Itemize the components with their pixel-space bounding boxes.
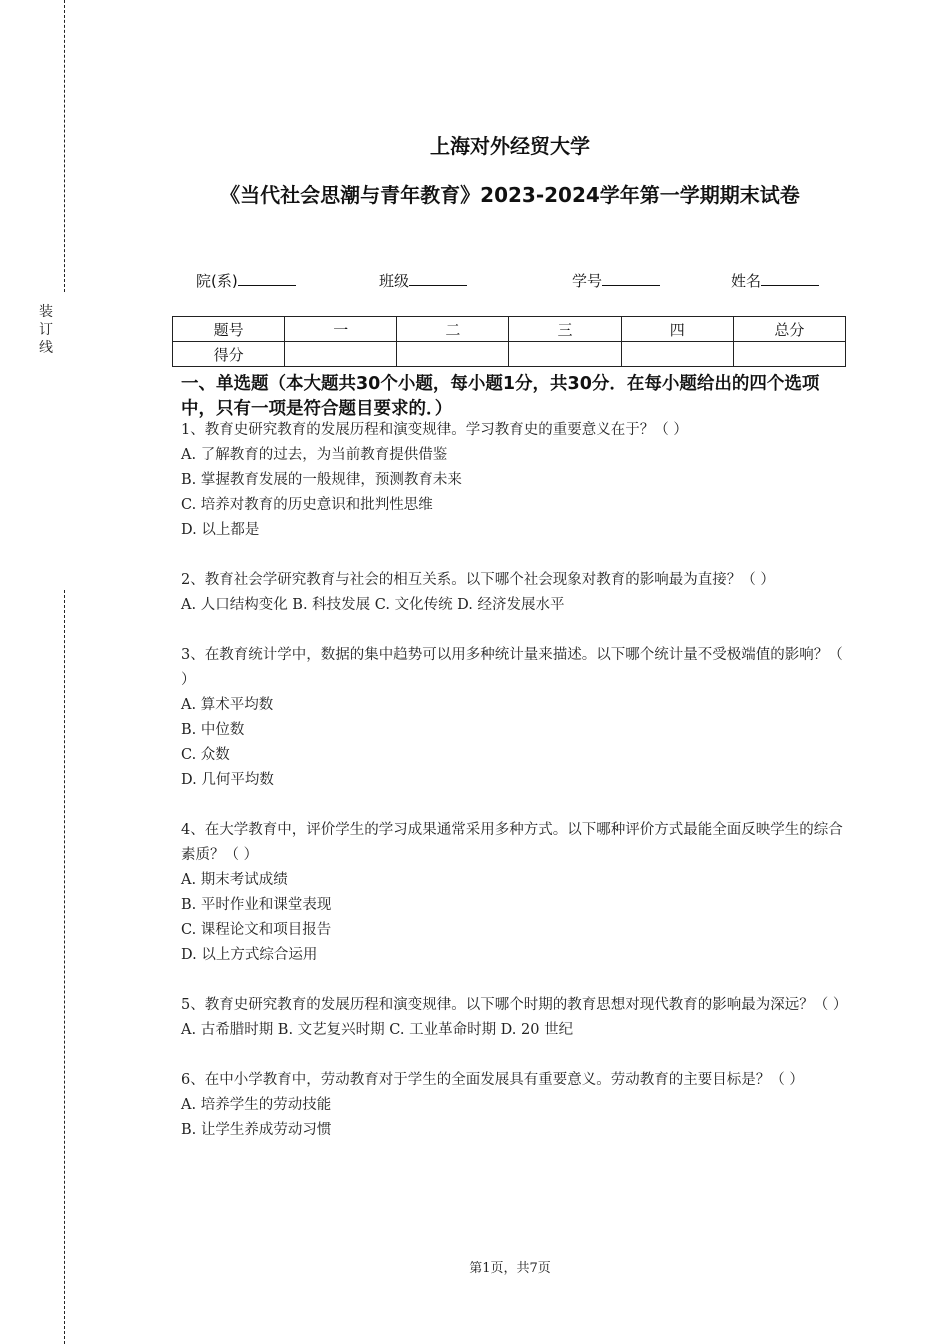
score-cell: 总分 — [733, 317, 845, 342]
question — [181, 643, 851, 793]
name-blank[interactable] — [761, 271, 819, 286]
question — [181, 568, 851, 618]
question-option: C. 培养对教育的历史意识和批判性思维 — [181, 497, 433, 513]
name-field[interactable] — [731, 270, 819, 291]
student-id-blank[interactable] — [602, 271, 660, 286]
question-stem: 2、教育社会学研究教育与社会的相互关系。以下哪个社会现象对教育的影响最为直接？（ ） — [181, 572, 775, 588]
class-label: 班级 — [379, 272, 410, 290]
score-cell: 一 — [285, 317, 397, 342]
question — [181, 418, 851, 543]
binding-char: 线 — [39, 340, 53, 356]
score-cell: 二 — [397, 317, 509, 342]
score-cell — [285, 342, 397, 367]
score-cell — [509, 342, 621, 367]
score-table-score-row — [173, 342, 846, 367]
binding-char: 订 — [39, 322, 53, 338]
question-option: C. 课程论文和项目报告 — [181, 922, 332, 938]
name-label: 姓名 — [731, 272, 762, 290]
question-option: A. 算术平均数 — [181, 697, 274, 713]
binding-char: 装 — [39, 304, 53, 320]
department-field[interactable] — [196, 270, 296, 291]
question-stem: 1、教育史研究教育的发展历程和演变规律。学习教育史的重要意义在于？（ ） — [181, 422, 688, 438]
university-title: 上海对外经贸大学 — [430, 134, 590, 158]
page-footer: 第1页，共7页 — [469, 1261, 551, 1276]
question-option: B. 中位数 — [181, 722, 245, 738]
question-option: A. 古希腊时期 B. 文艺复兴时期 C. 工业革命时期 D. 20 世纪 — [181, 1022, 574, 1038]
score-table-header-row — [173, 317, 846, 342]
question-option: D. 几何平均数 — [181, 772, 274, 788]
score-cell — [621, 342, 733, 367]
score-cell: 四 — [621, 317, 733, 342]
section-heading: 一、单选题（本大题共30个小题，每小题1分，共30分．在每小题给出的四个选项中，只有一项是符合题目要求的．） — [181, 374, 820, 419]
student-id-field[interactable] — [572, 270, 660, 291]
question-option: D. 以上方式综合运用 — [181, 947, 318, 963]
question-stem: 5、教育史研究教育的发展历程和演变规律。以下哪个时期的教育思想对现代教育的影响最为深远？（ ） — [181, 997, 848, 1013]
score-cell — [733, 342, 845, 367]
exam-title: 《当代社会思潮与青年教育》2023-2024学年第一学期期末试卷 — [220, 183, 800, 207]
question-option: B. 掌握教育发展的一般规律，预测教育未来 — [181, 472, 462, 488]
score-cell: 三 — [509, 317, 621, 342]
question-stem: 3、在教育统计学中，数据的集中趋势可以用多种统计量来描述。以下哪个统计量不受极端值的影响？（ ） — [181, 647, 843, 688]
student-id-label: 学号 — [572, 272, 603, 290]
department-blank[interactable] — [238, 271, 296, 286]
binding-label — [37, 303, 55, 357]
question-option: A. 期末考试成绩 — [181, 872, 288, 888]
score-table — [172, 316, 846, 367]
question-stem: 4、在大学教育中，评价学生的学习成果通常采用多种方式。以下哪种评价方式最能全面反映学生的综合素质？（ ） — [181, 822, 843, 863]
question — [181, 1068, 851, 1143]
score-cell: 得分 — [173, 342, 285, 367]
question-option: A. 了解教育的过去，为当前教育提供借鉴 — [181, 447, 448, 463]
question-list — [181, 418, 851, 1168]
question-option: B. 平时作业和课堂表现 — [181, 897, 332, 913]
score-cell: 题号 — [173, 317, 285, 342]
department-label: 院(系) — [196, 272, 238, 290]
question-option: B. 让学生养成劳动习惯 — [181, 1122, 332, 1138]
question-option: C. 众数 — [181, 747, 230, 763]
question — [181, 993, 851, 1043]
class-field[interactable] — [379, 270, 467, 291]
question-stem: 6、在中小学教育中，劳动教育对于学生的全面发展具有重要意义。劳动教育的主要目标是？（ ） — [181, 1072, 804, 1088]
binding-line-bottom — [64, 590, 65, 1344]
question-option: D. 以上都是 — [181, 522, 260, 538]
question — [181, 818, 851, 968]
score-cell — [397, 342, 509, 367]
question-option: A. 人口结构变化 B. 科技发展 C. 文化传统 D. 经济发展水平 — [181, 597, 565, 613]
question-option: A. 培养学生的劳动技能 — [181, 1097, 332, 1113]
class-blank[interactable] — [409, 271, 467, 286]
